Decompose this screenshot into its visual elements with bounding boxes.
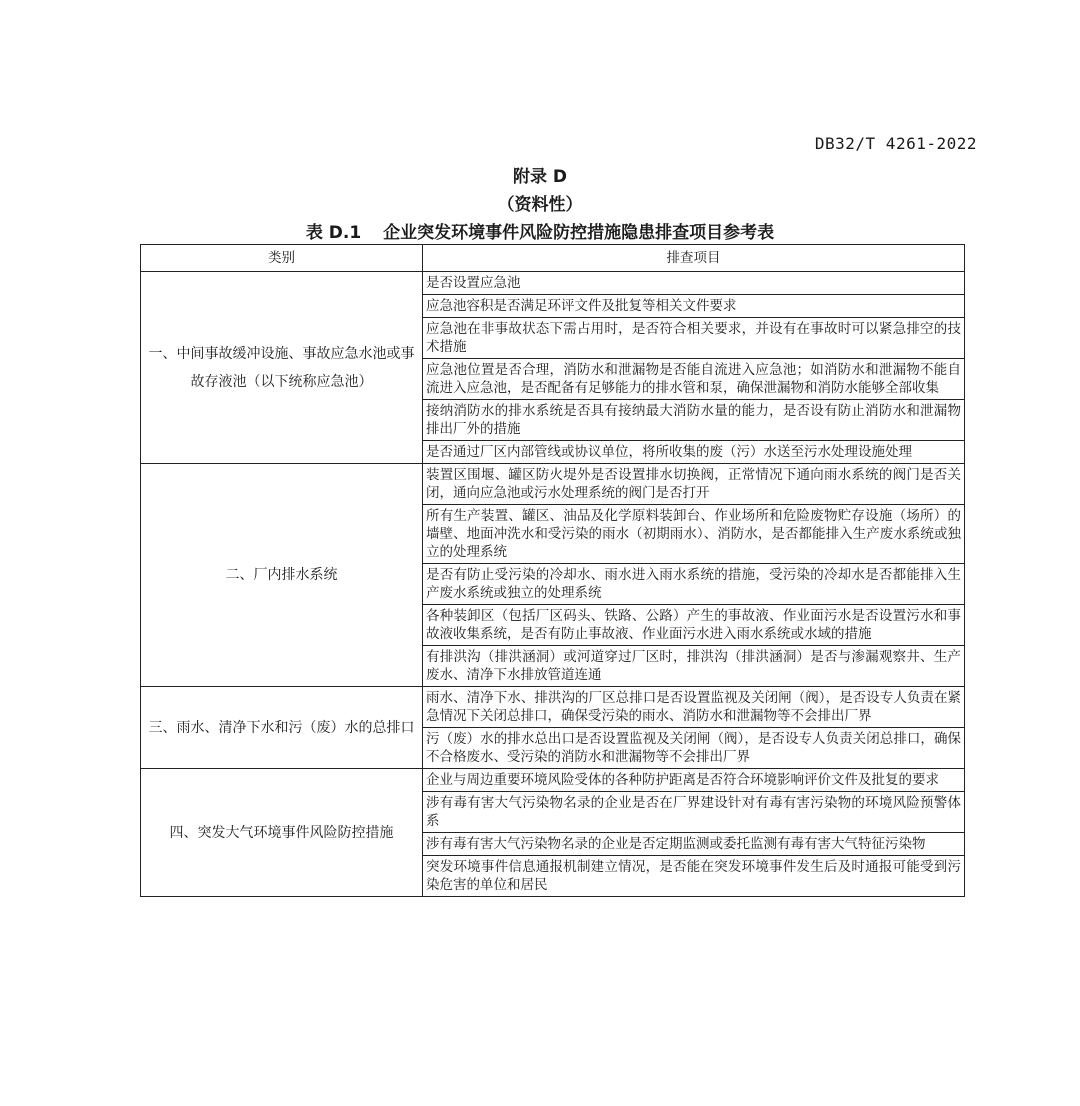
table-caption [0, 218, 1080, 243]
category-cell: 四、突发大气环境事件风险防控措施 [141, 769, 423, 897]
item-cell: 涉有毒有害大气污染物名录的企业是否在厂界建设针对有毒有害污染物的环境风险预警体系 [423, 792, 965, 833]
item-cell: 装置区围堰、罐区防火堤外是否设置排水切换阀，正常情况下通向雨水系统的阀门是否关闭，通向应急池或污水处理系统的阀门是否打开 [423, 464, 965, 505]
item-cell: 突发环境事件信息通报机制建立情况，是否能在突发环境事件发生后及时通报可能受到污染危害的单位和居民 [423, 856, 965, 897]
item-cell: 各种装卸区（包括厂区码头、铁路、公路）产生的事故液、作业面污水是否设置污水和事故液收集系统，是否有防止事故液、作业面污水进入雨水系统或水域的措施 [423, 605, 965, 646]
category-cell: 二、厂内排水系统 [141, 464, 423, 687]
item-cell: 污（废）水的排水总出口是否设置监视及关闭闸（阀），是否设专人负责关闭总排口，确保不合格废水、受污染的消防水和泄漏物等不会排出厂界 [423, 728, 965, 769]
table-row [141, 272, 965, 295]
appendix-nature: （资料性） [497, 195, 583, 215]
item-cell: 涉有毒有害大气污染物名录的企业是否定期监测或委托监测有毒有害大气特征污染物 [423, 833, 965, 856]
item-cell: 企业与周边重要环境风险受体的各种防护距离是否符合环境影响评价文件及批复的要求 [423, 769, 965, 792]
item-cell: 应急池位置是否合理，消防水和泄漏物是否能自流进入应急池；如消防水和泄漏物不能自流进入应急池，是否配备有足够能力的排水管和泵，确保泄漏物和消防水能够全部收集 [423, 359, 965, 400]
item-cell: 是否设置应急池 [423, 272, 965, 295]
item-cell: 是否有防止受污染的冷却水、雨水进入雨水系统的措施，受污染的冷却水是否都能排入生产废水系统或独立的处理系统 [423, 564, 965, 605]
table-number: 表 D.1 [305, 223, 362, 243]
column-header-items: 排查项目 [423, 245, 965, 272]
item-cell: 有排洪沟（排洪涵洞）或河道穿过厂区时，排洪沟（排洪涵洞）是否与渗漏观察井、生产废水、清净下水排放管道连通 [423, 646, 965, 687]
appendix-title: 附录 D [512, 167, 568, 187]
item-cell: 接纳消防水的排水系统是否具有接纳最大消防水量的能力，是否设有防止消防水和泄漏物排出厂外的措施 [423, 400, 965, 441]
item-cell: 雨水、清净下水、排洪沟的厂区总排口是否设置监视及关闭闸（阀），是否设专人负责在紧急情况下关闭总排口，确保受污染的雨水、消防水和泄漏物等不会排出厂界 [423, 687, 965, 728]
checklist-table [140, 244, 965, 897]
item-cell: 应急池在非事故状态下需占用时，是否符合相关要求，并设有在事故时可以紧急排空的技术措施 [423, 318, 965, 359]
standard-code: DB32/T 4261-2022 [814, 134, 977, 153]
category-cell: 三、雨水、清净下水和污（废）水的总排口 [141, 687, 423, 769]
column-header-category: 类别 [141, 245, 423, 272]
table-row [141, 464, 965, 505]
table-header-row [141, 245, 965, 272]
item-cell: 是否通过厂区内部管线或协议单位，将所收集的废（污）水送至污水处理设施处理 [423, 441, 965, 464]
table-row [141, 687, 965, 728]
category-cell: 一、中间事故缓冲设施、事故应急水池或事故存液池（以下统称应急池） [141, 272, 423, 464]
item-cell: 所有生产装置、罐区、油品及化学原料装卸台、作业场所和危险废物贮存设施（场所）的墙壁、地面冲洗水和受污染的雨水（初期雨水）、消防水，是否都能排入生产废水系统或独立的处理系统 [423, 505, 965, 564]
table-title: 企业突发环境事件风险防控措施隐患排查项目参考表 [383, 223, 775, 243]
table-row [141, 769, 965, 792]
item-cell: 应急池容积是否满足环评文件及批复等相关文件要求 [423, 295, 965, 318]
